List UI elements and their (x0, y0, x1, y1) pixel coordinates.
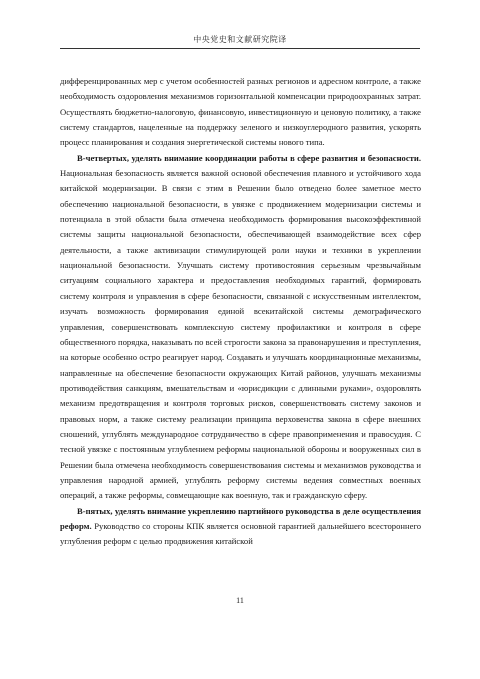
paragraph-lead: В-пятых, уделять внимание укреплению партийного руководства в деле осуществления реформ. (60, 505, 421, 531)
paragraph (60, 74, 421, 151)
paragraph-text: Национальная безопасность является важной основой обеспечения плавного и устойчивого хода китайской модернизации. В связи с этим в Решении было отведено более заметное место обеспечению национальной безопасности, в увязке с продвижением модернизации системы и потенциала в этой области была отмечена необходимость формирования высокоэффективной системы защиты национальной безопасности, обеспечивающей взаимодействие всех сфер деятельности, а также активизации стимулирующей роли науки и техники в укреплении национальной безопасности. Улучшать систему противостояния серьезным чрезвычайным ситуациям социального характера и предоставления необходимых гарантий, формировать систему контроля и управления в сфере безопасности, связанной с искусственным интеллектом, изучать возможность формирования единой всекитайской системы демографического управления, совершенствовать комплексную систему профилактики и контроля в сфере общественного порядка, наказывать по всей строгости закона за правонарушения и преступления, на которые особенно остро реагирует народ. Создавать и улучшать координационные механизмы, направленные на обеспечение безопасности окружающих Китай районов, улучшать механизмы противодействия санкциям, вмешательствам и «юрисдикции с длинными руками», оздоровлять механизм предотвращения и контроля торговых рисков, совершенствовать систему законов и правовых норм, а также систему реализации принципа верховенства закона в сфере внешних сношений, углублять международное сотрудничество в сфере правоприменения и правосудия. С тесной увязке с постоянным углублением реформы национальной обороны и вооруженных сил в Решении была отмечена необходимость совершенствования системы и механизмов руководства и управления народной армией, углублять реформу системы ведения совместных военных операций, а также реформы, совмещающие как военную, так и гражданскую сферу. (60, 168, 421, 501)
paragraph-text: дифференцированных мер с учетом особенностей разных регионов и адресном контроле, а также необходимость оздоровления механизмов горизонтальной компенсации природоохранных затрат. Осуществлять бюджетно-налоговую, финансовую, инвестиционную и ценовую политику, а также систему стандартов, нацеленные на поддержку зеленого и низкоуглеродного развития, ускорять процесс планирования и создания энергетической системы нового типа. (60, 76, 421, 148)
page-number: 11 (236, 596, 244, 605)
body-text (60, 74, 421, 550)
paragraph-lead: В-четвертых, уделять внимание координации работы в сфере развития и безопасности. (77, 152, 421, 163)
running-header: 中央党史和文献研究院译 (193, 35, 287, 44)
paragraph (60, 151, 421, 504)
header-divider (60, 48, 420, 49)
paragraph (60, 504, 421, 550)
paragraph-text: Руководство со стороны КПК является основной гарантией дальнейшего всестороннего углубления реформ с целью продвижения китайской (60, 520, 421, 547)
